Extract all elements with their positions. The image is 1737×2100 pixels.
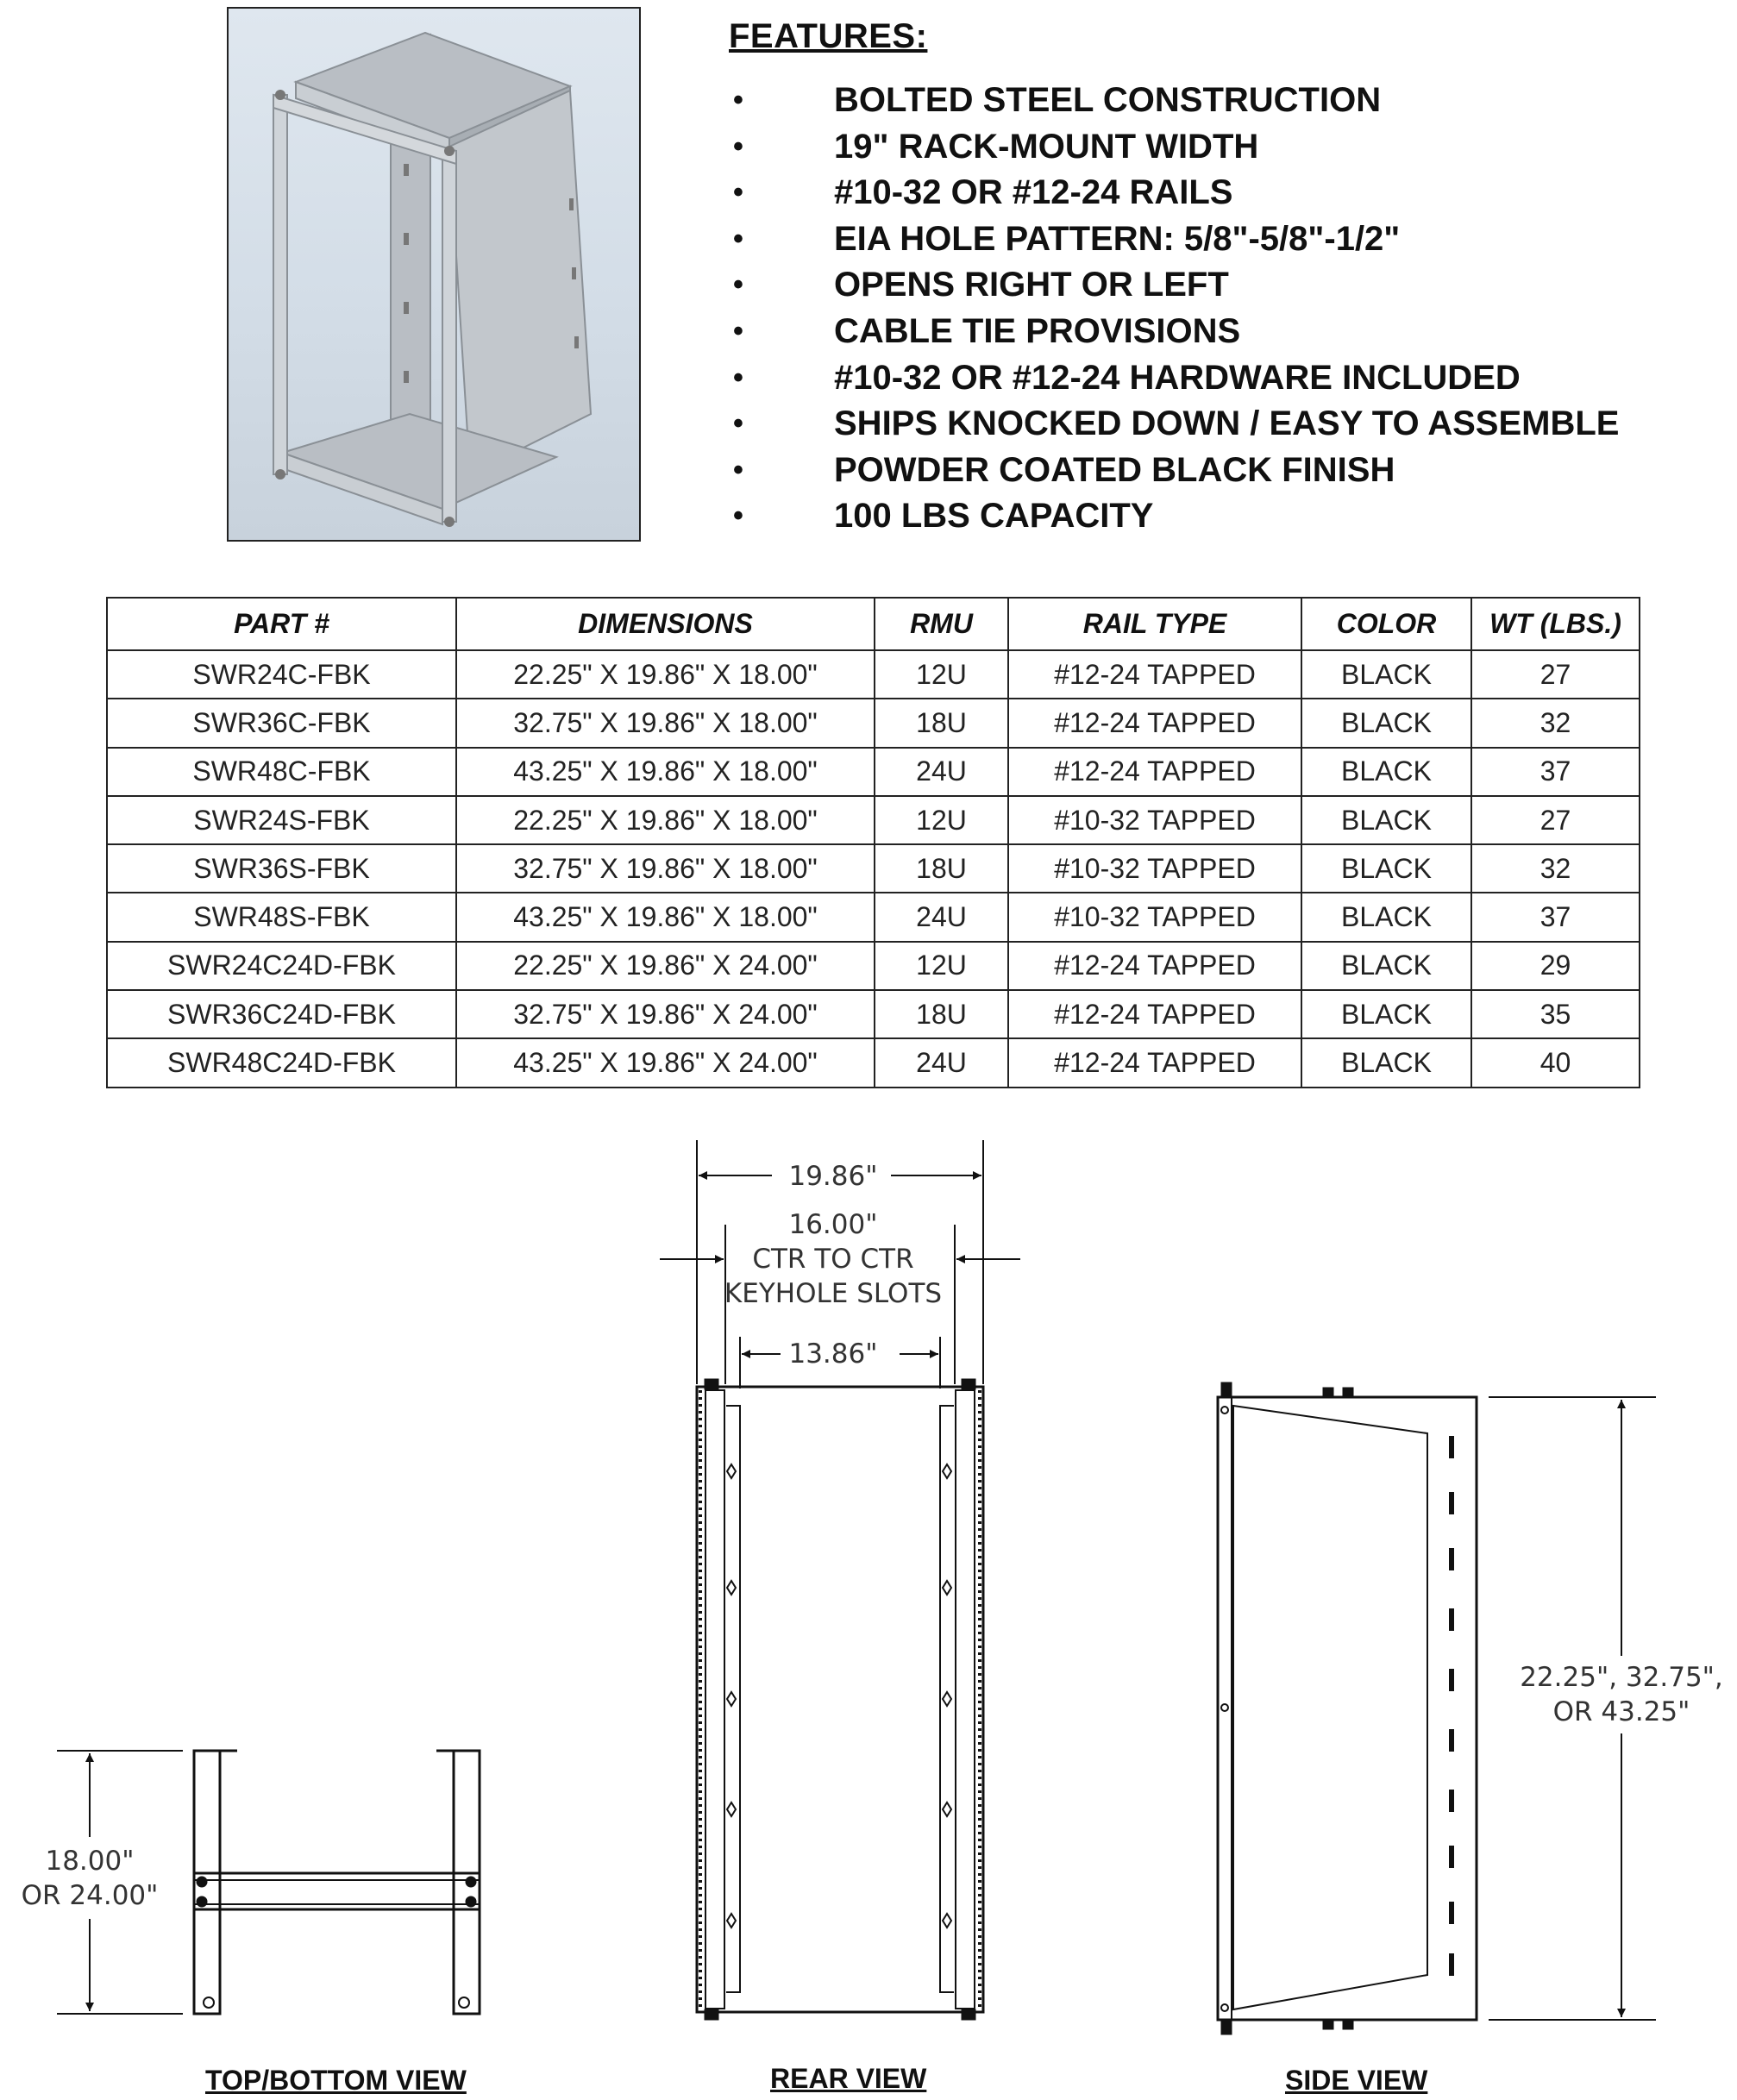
slot-dimension-note: KEYHOLE SLOTS (724, 1278, 943, 1309)
cell-dimensions: 43.25" X 19.86" X 18.00" (456, 748, 875, 796)
cell-part: SWR36S-FBK (107, 844, 456, 893)
cell-part: SWR24C-FBK (107, 650, 456, 699)
cell-dimensions: 22.25" X 19.86" X 18.00" (456, 796, 875, 844)
rear-view-label: REAR VIEW (770, 2063, 927, 2094)
feature-text: 19" RACK-MOUNT WIDTH (834, 127, 1259, 166)
cell-rail-type: #12-24 TAPPED (1008, 699, 1301, 747)
cell-rail-type: #10-32 TAPPED (1008, 796, 1301, 844)
cell-dimensions: 22.25" X 19.86" X 24.00" (456, 942, 875, 990)
cell-rmu: 12U (875, 942, 1008, 990)
rear-view-drawing (697, 1380, 983, 2019)
bullet: • (733, 84, 743, 116)
cell-rail-type: #12-24 TAPPED (1008, 942, 1301, 990)
cell-color: BLACK (1301, 650, 1471, 699)
header-weight: WT (LBS.) (1471, 598, 1640, 650)
slot-dimension-note: CTR TO CTR (752, 1244, 914, 1275)
cell-color: BLACK (1301, 942, 1471, 990)
cell-dimensions: 32.75" X 19.86" X 18.00" (456, 844, 875, 893)
bullet: • (733, 499, 743, 533)
header-part: PART # (107, 598, 456, 650)
bullet: • (733, 129, 743, 163)
cell-weight: 27 (1471, 796, 1640, 844)
cell-rail-type: #10-32 TAPPED (1008, 893, 1301, 941)
width-dimension-label: 19.86" (788, 1161, 878, 1192)
feature-text: #10-32 OR #12-24 HARDWARE INCLUDED (834, 358, 1521, 397)
feature-text: POWDER COATED BLACK FINISH (834, 450, 1395, 489)
cell-dimensions: 43.25" X 19.86" X 18.00" (456, 893, 875, 941)
features-title: FEATURES: (729, 17, 928, 55)
side-view-drawing (1218, 1383, 1477, 2034)
feature-text: #10-32 OR #12-24 RAILS (834, 173, 1233, 212)
cell-weight: 29 (1471, 942, 1640, 990)
cell-rmu: 18U (875, 990, 1008, 1038)
bullet: • (733, 176, 743, 210)
header-dimensions: DIMENSIONS (456, 598, 875, 650)
keyhole-slots (727, 1464, 951, 1928)
feature-text: CABLE TIE PROVISIONS (834, 311, 1241, 350)
height-dimension-label: 22.25", 32.75", (1520, 1662, 1723, 1693)
bullet: • (733, 453, 743, 486)
slot-dimension-label: 16.00" (788, 1209, 878, 1240)
bullet: • (733, 268, 743, 302)
top-view-label: TOP/BOTTOM VIEW (205, 2065, 467, 2096)
feature-text: EIA HOLE PATTERN: 5/8"-5/8"-1/2" (834, 219, 1401, 258)
cell-rail-type: #12-24 TAPPED (1008, 1038, 1301, 1087)
cell-color: BLACK (1301, 844, 1471, 893)
cell-rail-type: #12-24 TAPPED (1008, 990, 1301, 1038)
cell-weight: 32 (1471, 699, 1640, 747)
feature-text: OPENS RIGHT OR LEFT (834, 266, 1229, 304)
cell-part: SWR36C-FBK (107, 699, 456, 747)
cell-rmu: 12U (875, 796, 1008, 844)
side-view-label: SIDE VIEW (1285, 2065, 1428, 2096)
top-view-drawing (194, 1751, 480, 2014)
bullet: • (733, 314, 743, 348)
inner-dimension-label: 13.86" (788, 1338, 878, 1370)
height-dimension-label: OR 43.25" (1552, 1696, 1690, 1727)
cell-weight: 37 (1471, 893, 1640, 941)
cell-rmu: 24U (875, 1038, 1008, 1087)
cell-rmu: 12U (875, 650, 1008, 699)
cell-rail-type: #10-32 TAPPED (1008, 844, 1301, 893)
cell-dimensions: 32.75" X 19.86" X 24.00" (456, 990, 875, 1038)
cell-color: BLACK (1301, 796, 1471, 844)
cell-part: SWR24C24D-FBK (107, 942, 456, 990)
cell-dimensions: 43.25" X 19.86" X 24.00" (456, 1038, 875, 1087)
cell-weight: 32 (1471, 844, 1640, 893)
side-cable-slots (1449, 1436, 1454, 1976)
cell-rmu: 18U (875, 699, 1008, 747)
bullet: • (733, 222, 743, 255)
depth-dimension-label: 18.00" (45, 1846, 135, 1877)
feature-text: 100 LBS CAPACITY (834, 497, 1154, 536)
cell-color: BLACK (1301, 990, 1471, 1038)
bullet: • (733, 360, 743, 394)
cell-rmu: 24U (875, 748, 1008, 796)
header-rmu: RMU (875, 598, 1008, 650)
cell-color: BLACK (1301, 748, 1471, 796)
cell-weight: 40 (1471, 1038, 1640, 1087)
cell-rmu: 18U (875, 844, 1008, 893)
cell-dimensions: 22.25" X 19.86" X 18.00" (456, 650, 875, 699)
cell-color: BLACK (1301, 1038, 1471, 1087)
feature-text: BOLTED STEEL CONSTRUCTION (834, 81, 1382, 119)
cell-part: SWR36C24D-FBK (107, 990, 456, 1038)
cell-part: SWR48C-FBK (107, 748, 456, 796)
cell-rail-type: #12-24 TAPPED (1008, 748, 1301, 796)
header-color: COLOR (1301, 598, 1471, 650)
depth-dimension-label: OR 24.00" (21, 1880, 159, 1911)
header-rail-type: RAIL TYPE (1008, 598, 1301, 650)
feature-text: SHIPS KNOCKED DOWN / EASY TO ASSEMBLE (834, 404, 1620, 443)
cell-color: BLACK (1301, 893, 1471, 941)
cell-part: SWR24S-FBK (107, 796, 456, 844)
bullet: • (733, 407, 743, 441)
cell-weight: 27 (1471, 650, 1640, 699)
cell-part: SWR48C24D-FBK (107, 1038, 456, 1087)
cell-color: BLACK (1301, 699, 1471, 747)
cell-weight: 35 (1471, 990, 1640, 1038)
cell-rail-type: #12-24 TAPPED (1008, 650, 1301, 699)
cell-weight: 37 (1471, 748, 1640, 796)
cell-dimensions: 32.75" X 19.86" X 18.00" (456, 699, 875, 747)
cell-rmu: 24U (875, 893, 1008, 941)
cell-part: SWR48S-FBK (107, 893, 456, 941)
